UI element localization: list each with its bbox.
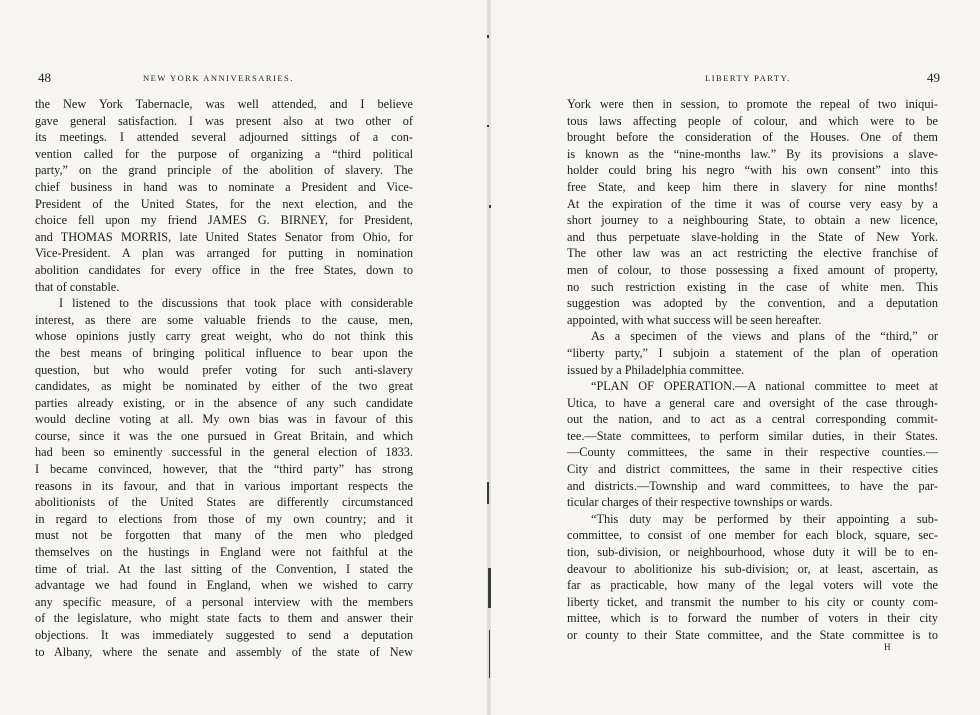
text-line: abolitionists of the United States are differently circumstanced bbox=[35, 495, 413, 510]
text-line: any specific measure, of a personal interview with the members bbox=[35, 594, 413, 609]
text-line: and thus perpetuate slave-holding in the State of New York. bbox=[567, 229, 938, 244]
text-line: “This duty may be performed by their appointing a sub- bbox=[591, 511, 938, 526]
scan-speck bbox=[489, 630, 490, 678]
text-line: parties already existing, or in the absence of any such candidate bbox=[35, 395, 413, 410]
text-line: its meetings. I attended several adjourned sittings of a con- bbox=[35, 130, 413, 145]
text-line: in regard to elections from those of my own country; and it bbox=[35, 511, 413, 526]
text-line: York were then in session, to promote the repeal of two iniqui- bbox=[567, 97, 938, 111]
text-line: had been so eminently successful in the general election of 1833. bbox=[35, 445, 413, 460]
text-line: brought before the consideration of the Houses. One of them bbox=[567, 130, 938, 145]
scan-speck bbox=[488, 568, 491, 608]
text-line: liberty ticket, and transmit the number to his city or county com- bbox=[567, 594, 938, 609]
text-line: to Albany, where the senate and assembly of the state of New bbox=[35, 644, 413, 659]
scan-speck bbox=[487, 35, 489, 38]
text-line: the best means of bringing political influence to bear upon the bbox=[35, 345, 413, 360]
text-line: “liberty party,” I subjoin a statement of the plan of operation bbox=[567, 345, 938, 360]
text-line: issued by a Philadelphia committee. bbox=[567, 362, 745, 377]
text-line: vention called for the purpose of organizing a “third political bbox=[35, 146, 413, 161]
text-line: course, since it was the one pursued in Great Britain, and which bbox=[35, 428, 413, 443]
text-line: committee, to consist of one member for each block, square, sec- bbox=[567, 528, 938, 543]
text-line: of the legislature, who might state facts to them and answer their bbox=[35, 611, 413, 626]
text-line: Utica, to have a general care and oversight of the case through- bbox=[567, 395, 938, 410]
text-line: men of colour, to those possessing a fixed amount of property, bbox=[567, 262, 938, 277]
text-line: the New York Tabernacle, was well attended, and I believe bbox=[35, 97, 413, 111]
text-line: themselves on the hustings in England were not faithful at the bbox=[35, 545, 413, 560]
text-line: no such restriction existing in the case of white men. This bbox=[567, 279, 938, 294]
text-line: question, but who would prefer voting for such anti-slavery bbox=[35, 362, 413, 377]
text-line: mittee, which is to forward the number of voters in their city bbox=[567, 611, 938, 626]
left-page-text bbox=[35, 96, 413, 660]
text-line: or county to their State committee, and the State committee is to bbox=[567, 628, 938, 642]
text-line: must not be forgotten that many of the men who pledged bbox=[35, 528, 413, 543]
text-line: advantage we had found in England, when we wished to carry bbox=[35, 578, 413, 593]
text-line: out the nation, and to act as a central corresponding commit- bbox=[567, 412, 938, 427]
text-line: party,” on the grand principle of the abolition of slavery. The bbox=[35, 163, 413, 178]
text-line: choice fell upon my friend JAMES G. BIRNEY, for President, bbox=[35, 213, 413, 228]
text-line: gave general satisfaction. I was present also at two other of bbox=[35, 113, 413, 128]
text-line: holder could bring his negro “with his own consent” into this bbox=[567, 163, 938, 178]
text-line: far as practicable, how many of the legal voters will vote the bbox=[567, 578, 938, 593]
right-page-number: 49 bbox=[927, 70, 940, 85]
text-line: As a specimen of the views and plans of the “third,” or bbox=[591, 329, 938, 344]
text-line: candidates, as might be nominated by either of the two great bbox=[35, 379, 413, 394]
left-page-number: 48 bbox=[38, 70, 51, 85]
text-line: is known as the “nine-months law.” By its provisions a slave- bbox=[567, 146, 938, 161]
text-line: chief business in hand was to nominate a President and Vice- bbox=[35, 179, 413, 194]
scan-speck bbox=[487, 125, 489, 127]
text-line: short journey to a neighbouring State, to obtain a new licence, bbox=[567, 213, 938, 228]
text-line: free State, and keep him there in slavery for nine months! bbox=[567, 179, 938, 194]
text-line: At the expiration of the time it was of course very easy by a bbox=[567, 196, 938, 211]
text-line: I became convinced, however, that the “third party” has strong bbox=[35, 462, 413, 477]
text-line: time of trial. At the last sitting of the Convention, I stated the bbox=[35, 561, 413, 576]
text-line: suggestion was adopted by the convention, and a deputation bbox=[567, 296, 938, 311]
text-line: deavour to abolitionize his sub-division; or, at least, ascertain, as bbox=[567, 561, 938, 576]
text-line: and districts.—Township and ward committees, to have the par- bbox=[567, 478, 938, 493]
text-line: interest, as there are some valuable friends to the cause, men, bbox=[35, 312, 413, 327]
text-line: that of constable. bbox=[35, 279, 120, 294]
text-line: —County committees, the same in their respective counties.— bbox=[567, 445, 938, 460]
text-line: tion, sub-division, or neighbourhood, whose duty it will be to en- bbox=[567, 545, 938, 560]
text-line: abolition candidates for every office in the free States, down to bbox=[35, 262, 413, 277]
text-line: City and district committees, the same in their respective cities bbox=[567, 462, 938, 477]
text-line: The other law was an act restricting the elective franchise of bbox=[567, 246, 938, 261]
right-page-text bbox=[567, 96, 938, 644]
text-line: ticular charges of their respective townships or wards. bbox=[567, 495, 833, 510]
text-line: reasons in its favour, and that in various important respects the bbox=[35, 478, 413, 493]
scan-speck bbox=[487, 482, 489, 504]
right-running-head: LIBERTY PARTY. bbox=[705, 73, 791, 83]
text-line: Vice-President. A plan was arranged for putting in nomination bbox=[35, 246, 413, 261]
text-line: appointed, with what success will be seen hereafter. bbox=[567, 312, 822, 327]
text-line: “PLAN OF OPERATION.—A national committee to meet at bbox=[591, 379, 938, 394]
text-line: whose opinions justly carry great weight, who do not think this bbox=[35, 329, 413, 344]
text-line: and THOMAS MORRIS, late United States Senator from Ohio, for bbox=[35, 229, 413, 244]
scan-speck bbox=[489, 205, 491, 208]
left-running-head: NEW YORK ANNIVERSARIES. bbox=[143, 73, 294, 83]
right-page bbox=[490, 0, 980, 715]
signature-mark: H bbox=[884, 642, 891, 652]
text-line: tous laws affecting people of colour, and which were to be bbox=[567, 113, 938, 128]
text-line: would decline voting at all. My own bias was in favour of this bbox=[35, 412, 413, 427]
text-line: President of the United States, for the next election, and the bbox=[35, 196, 413, 211]
text-line: I listened to the discussions that took place with considerable bbox=[59, 296, 413, 311]
text-line: tee.—State committees, to perform similar duties, in their States. bbox=[567, 428, 938, 443]
text-line: objections. It was immediately suggested to send a deputation bbox=[35, 628, 413, 642]
